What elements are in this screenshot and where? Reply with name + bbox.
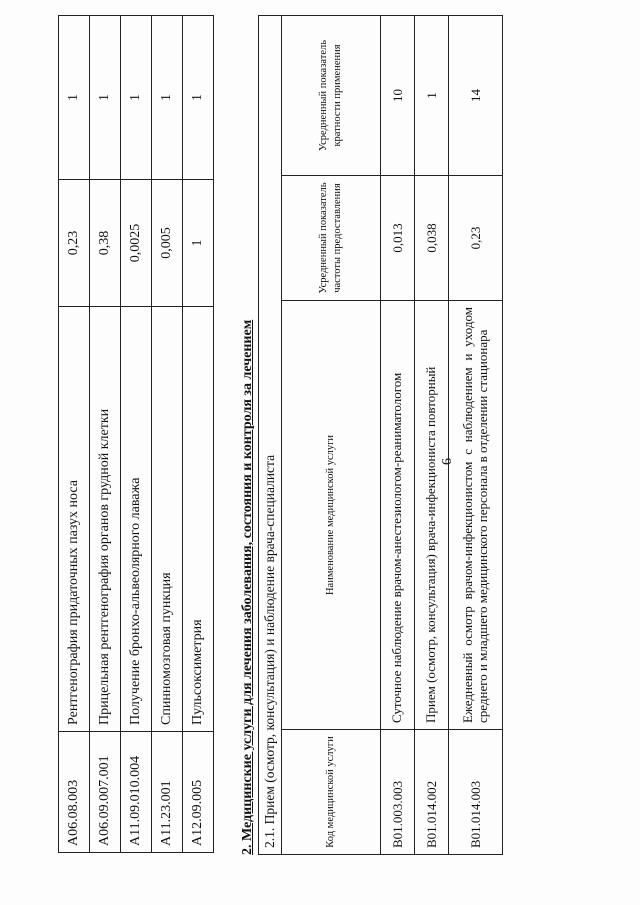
service-name: Суточное наблюдение врачом-анестезиологом-реаниматологом [381, 301, 415, 730]
header-frequency: Усредненный показатель частоты предоставления [282, 176, 381, 301]
frequency-value: 0,23 [449, 176, 503, 301]
header-row [282, 16, 381, 855]
table-row [90, 16, 121, 853]
service-code: A06.08.003 [59, 732, 90, 853]
frequency-value: 1 [183, 180, 214, 307]
multiplicity-value: 10 [381, 16, 415, 176]
multiplicity-value: 1 [415, 16, 449, 176]
frequency-value: 0,23 [59, 180, 90, 307]
service-code: A12.09.005 [183, 732, 214, 853]
service-name: Ежедневный осмотр врачом-инфекционистом с наблюдением и уходом среднего и младшего медицинского персонала в отделении стационара [449, 301, 503, 730]
table-row [59, 16, 90, 853]
service-code: A11.23.001 [152, 732, 183, 853]
service-name: Спинномозговая пункция [152, 307, 183, 732]
header-multiplicity: Усредненный показатель кратности применения [282, 16, 381, 176]
header-code: Код медицинской услуги [282, 730, 381, 855]
frequency-value: 0,013 [381, 176, 415, 301]
multiplicity-value: 14 [449, 16, 503, 176]
frequency-value: 0,0025 [121, 180, 152, 307]
service-code: A06.09.007.001 [90, 732, 121, 853]
service-code: B01.014.003 [449, 730, 503, 855]
service-code: B01.014.002 [415, 730, 449, 855]
table-row [121, 16, 152, 853]
frequency-value: 0,005 [152, 180, 183, 307]
service-name: Рентгенография придаточных пазух носа [59, 307, 90, 732]
section-title: 2. Медицинские услуги для лечения заболевания, состояния и контроля за лечением [240, 319, 255, 855]
table-row [183, 16, 214, 853]
frequency-value: 0,38 [90, 180, 121, 307]
table-row [449, 16, 503, 855]
service-name: Пульсоксиметрия [183, 307, 214, 732]
service-code: B01.003.003 [381, 730, 415, 855]
service-name: Прицельная рентгенография органов грудной клетки [90, 307, 121, 732]
header-name: Наименование медицинской услуги [282, 301, 381, 730]
service-name: Получение бронхо-альвеолярного лаважа [121, 307, 152, 732]
service-code: A11.09.010.004 [121, 732, 152, 853]
multiplicity-value: 1 [183, 16, 214, 180]
subsection-row [259, 16, 282, 855]
frequency-value: 0,038 [415, 176, 449, 301]
page-number: 6 [440, 458, 455, 465]
multiplicity-value: 1 [59, 16, 90, 180]
table-row [152, 16, 183, 853]
multiplicity-value: 1 [121, 16, 152, 180]
table-row [415, 16, 449, 855]
service-name: Прием (осмотр, консультация) врача-инфекциониста повторный [415, 301, 449, 730]
services-table-continued [58, 15, 214, 853]
subsection-title: 2.1. Прием (осмотр, консультация) и наблюдение врача-специалиста [259, 16, 282, 855]
table-row [381, 16, 415, 855]
multiplicity-value: 1 [152, 16, 183, 180]
multiplicity-value: 1 [90, 16, 121, 180]
treatment-services-table [258, 15, 503, 855]
